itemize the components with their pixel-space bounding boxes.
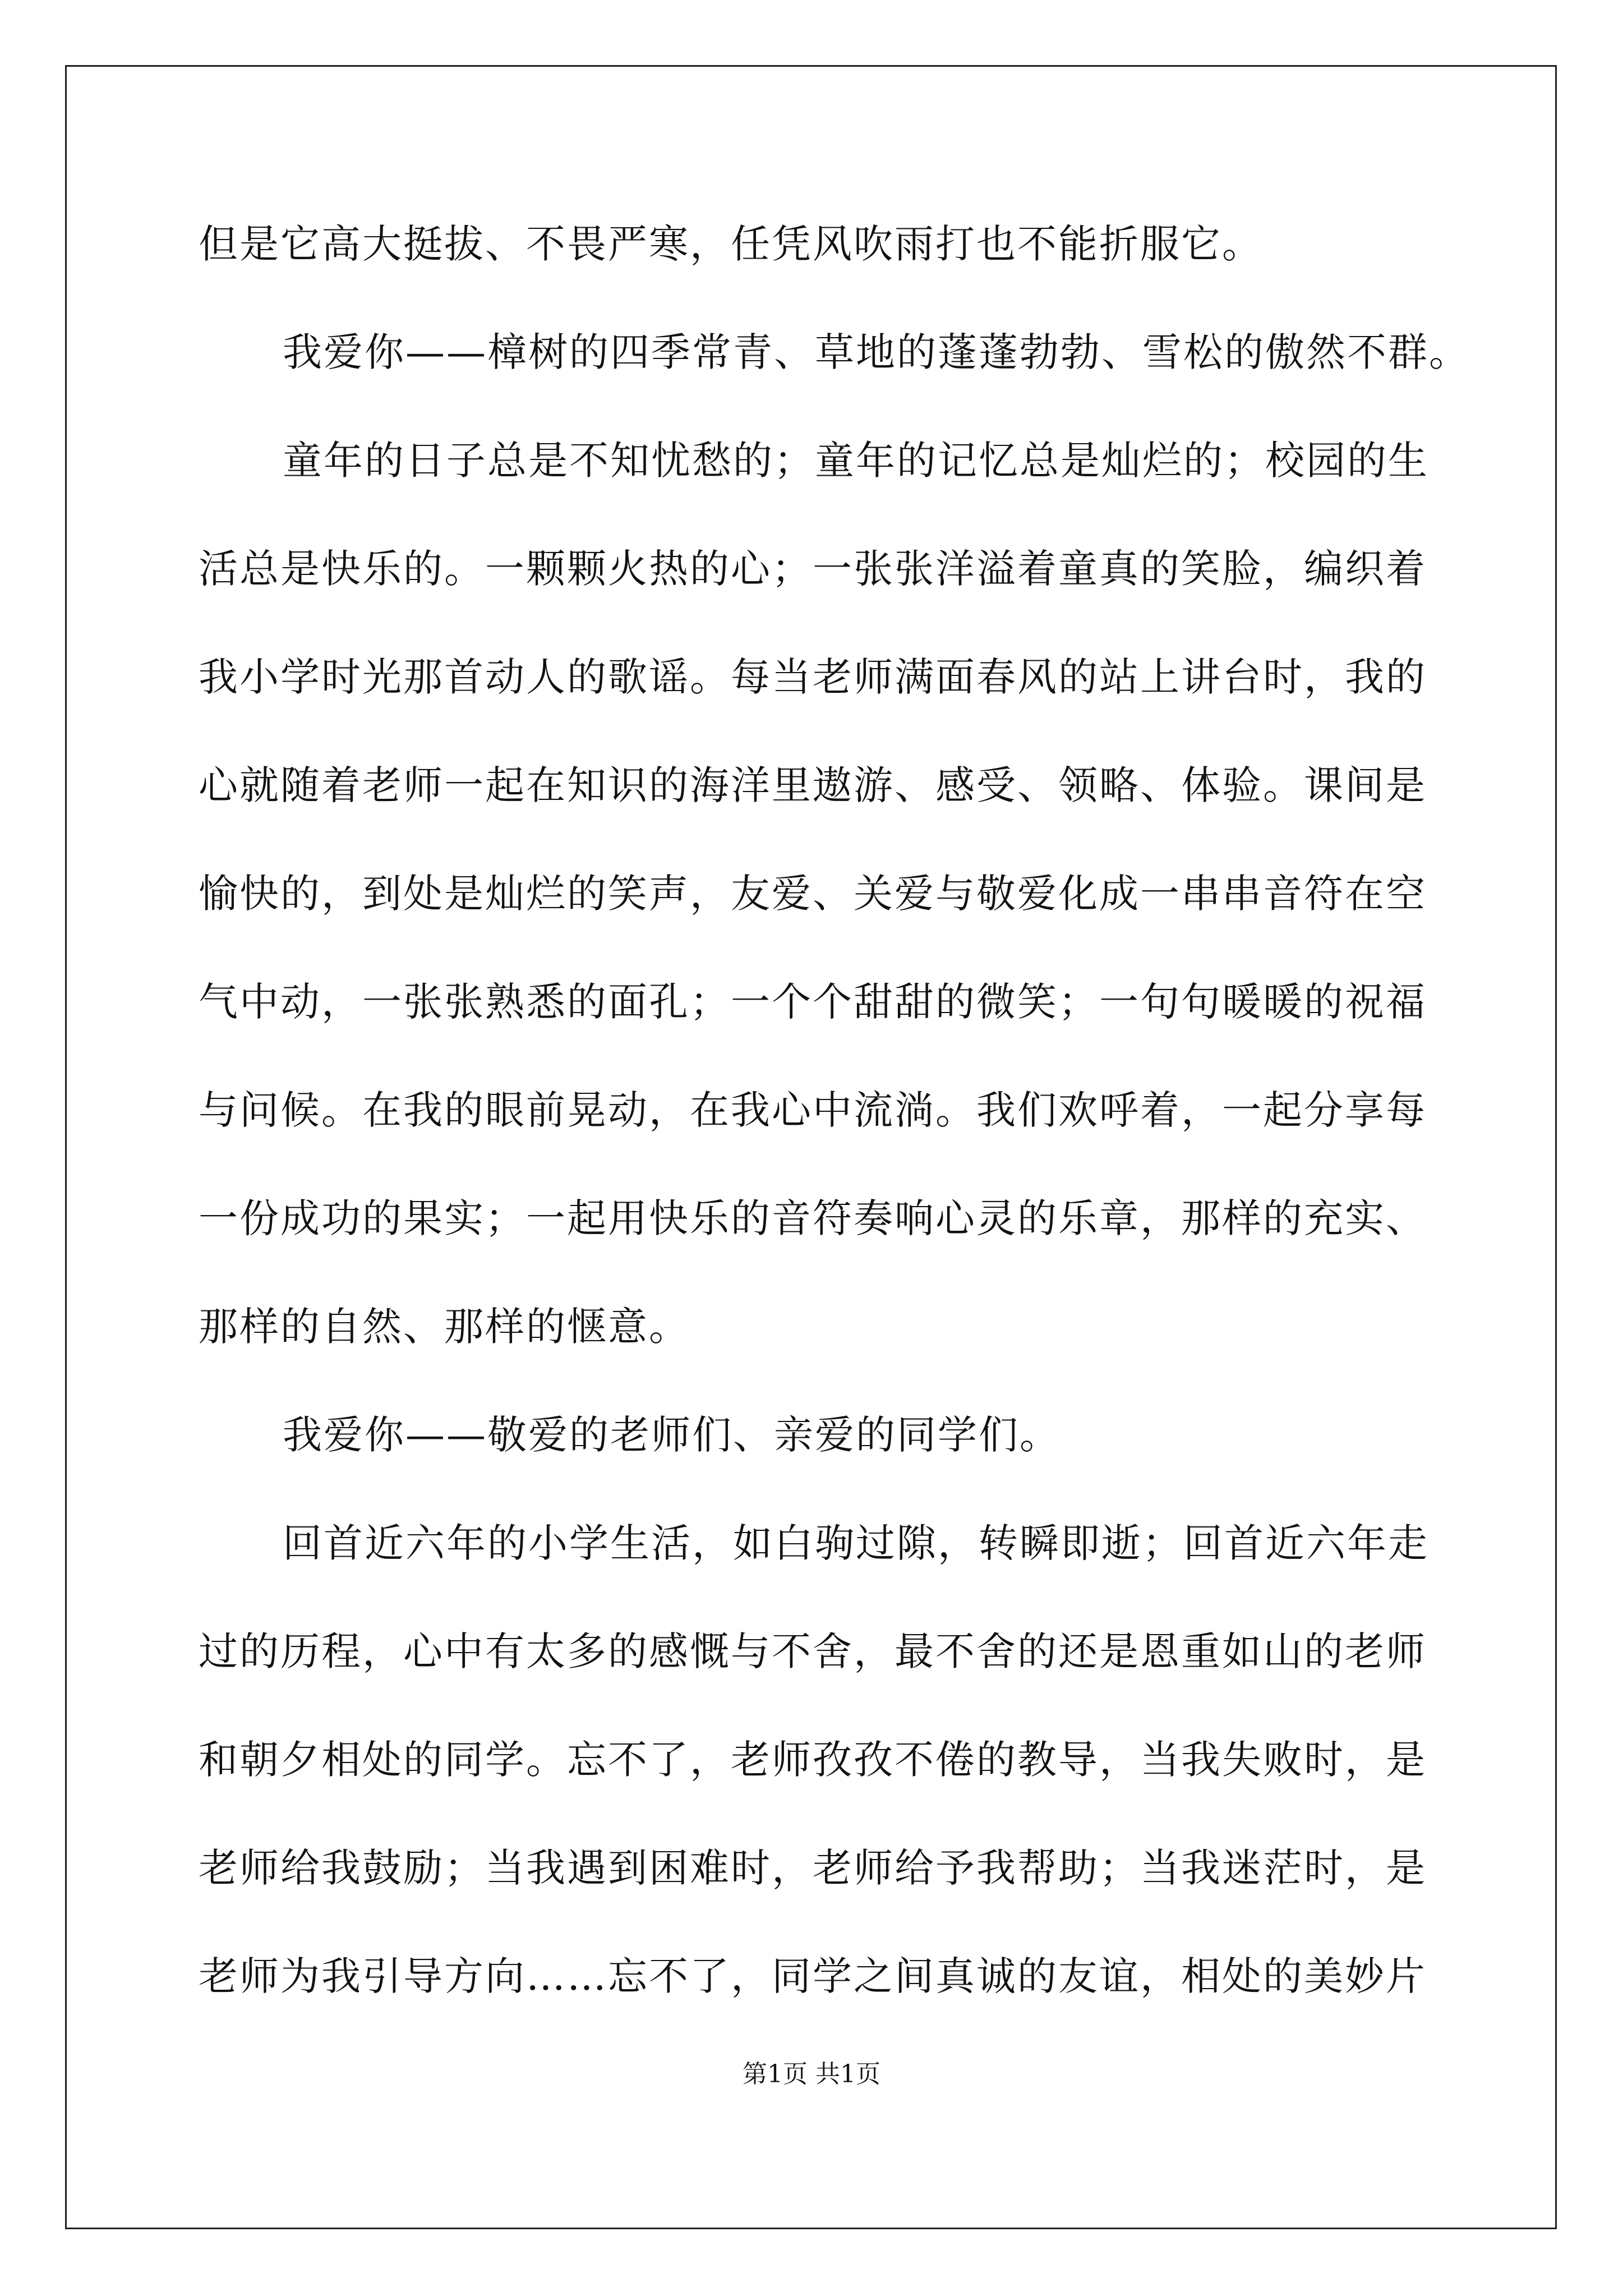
text-line-17: 老师为我引导方向……忘不了，同学之间真诚的友谊，相处的美妙片: [199, 1953, 1427, 1999]
text-line-15: 和朝夕相处的同学。忘不了，老师孜孜不倦的教导，当我失败时，是: [199, 1737, 1427, 1783]
text-line-11: 那样的自然、那样的惬意。: [199, 1304, 690, 1350]
text-line-4: 活总是快乐的。一颗颗火热的心；一张张洋溢着童真的笑脸，编织着: [199, 546, 1427, 592]
page-footer: 第1页 共1页: [743, 2060, 880, 2088]
text-line-7: 愉快的，到处是灿烂的笑声，友爱、关爱与敬爱化成一串串音符在空: [199, 871, 1427, 917]
text-line-12: 我爱你——敬爱的老师们、亲爱的同学们。: [283, 1412, 1061, 1458]
text-line-5: 我小学时光那首动人的歌谣。每当老师满面春风的站上讲台时，我的: [199, 654, 1427, 700]
text-line-10: 一份成功的果实；一起用快乐的音符奏响心灵的乐章，那样的充实、: [199, 1195, 1427, 1241]
text-line-6: 心就随着老师一起在知识的海洋里遨游、感受、领略、体验。课间是: [199, 762, 1427, 808]
text-line-1: 但是它高大挺拔、不畏严寒，任凭风吹雨打也不能折服它。: [199, 221, 1263, 267]
text-line-14: 过的历程，心中有太多的感慨与不舍，最不舍的还是恩重如山的老师: [199, 1628, 1427, 1674]
text-line-16: 老师给我鼓励；当我遇到困难时，老师给予我帮助；当我迷茫时，是: [199, 1845, 1427, 1891]
text-line-3: 童年的日子总是不知忧愁的；童年的记忆总是灿烂的；校园的生: [283, 438, 1429, 484]
text-line-9: 与问候。在我的眼前晃动，在我心中流淌。我们欢呼着，一起分享每: [199, 1087, 1427, 1133]
text-line-13: 回首近六年的小学生活，如白驹过隙，转瞬即逝；回首近六年走: [283, 1520, 1429, 1566]
text-line-2: 我爱你——樟树的四季常青、草地的蓬蓬勃勃、雪松的傲然不群。: [283, 329, 1470, 375]
document-body: [199, 221, 1470, 2063]
text-line-8: 气中动，一张张熟悉的面孔；一个个甜甜的微笑；一句句暖暖的祝福: [199, 979, 1427, 1025]
